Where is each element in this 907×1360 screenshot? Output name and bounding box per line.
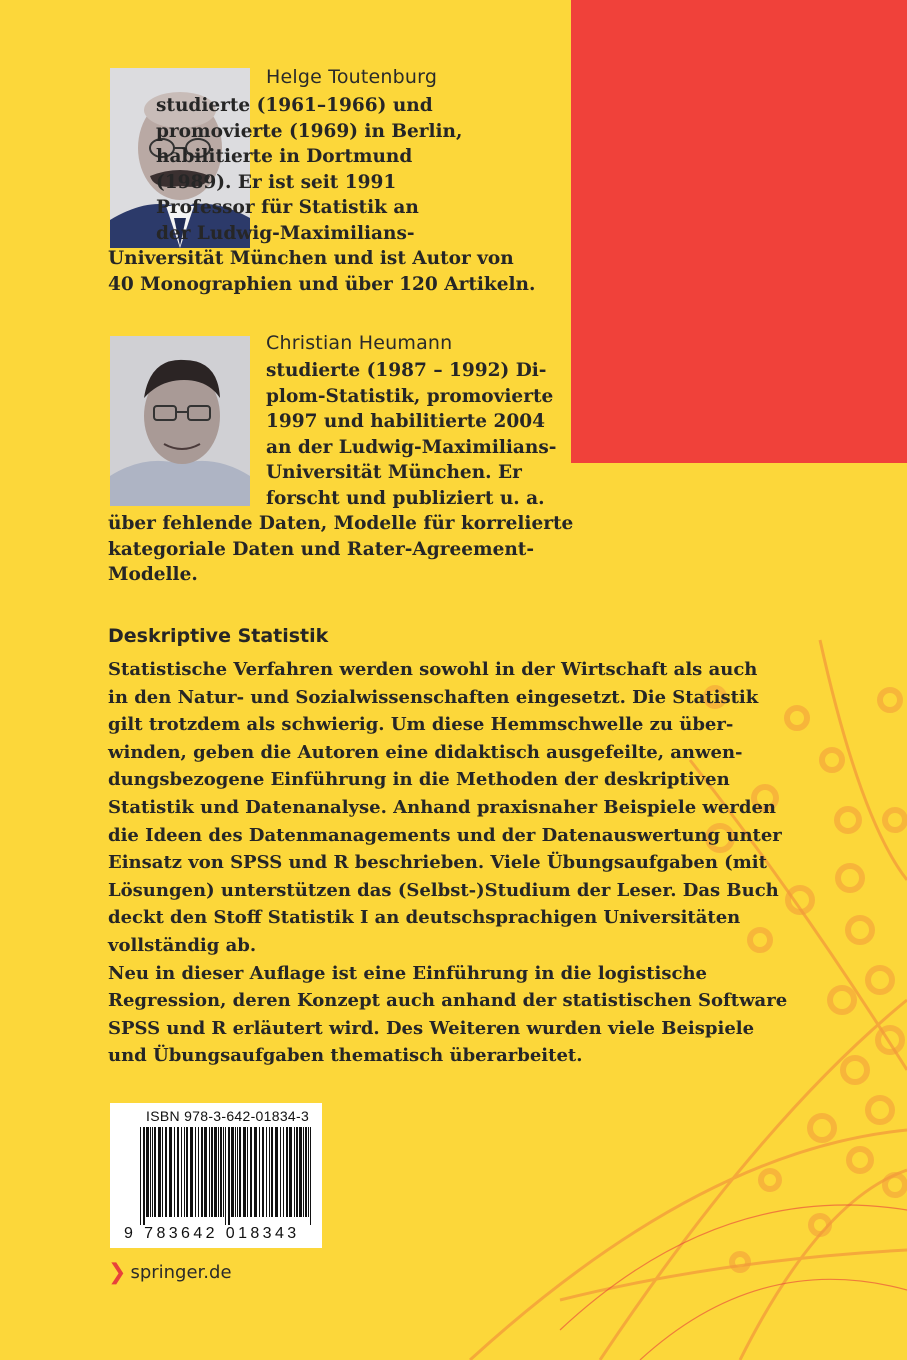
description-line: dungsbezogene Einführung in die Methoden der deskriptiven [108, 769, 730, 791]
author-name: Christian Heumann [266, 332, 453, 354]
barcode-bar [299, 1127, 302, 1217]
barcode-bar [250, 1127, 252, 1217]
bio-line: Professor für Statistik an [156, 197, 419, 218]
barcode-bar [143, 1127, 145, 1225]
barcode-bar [305, 1127, 307, 1217]
barcode-bar [162, 1127, 163, 1217]
barcode-bar [209, 1127, 210, 1217]
barcode-bar [280, 1127, 281, 1217]
bio-line: studierte (1961–1966) und [156, 95, 433, 116]
description-line: vollständig ab. [108, 934, 257, 956]
bio-line: über fehlende Daten, Modelle für korrelierte [108, 513, 574, 534]
barcode-bar [296, 1127, 298, 1217]
barcode-bar [201, 1127, 203, 1217]
barcode-bar [228, 1127, 230, 1225]
barcode-bar [184, 1127, 185, 1217]
description-line: SPSS und R erläutert wird. Des Weiteren wurden viele Beispiele [108, 1017, 755, 1039]
barcode-bar [239, 1127, 241, 1217]
publisher-link[interactable] [108, 1259, 232, 1285]
barcode-bar [218, 1127, 219, 1217]
description-line: deckt den Stoff Statistik I an deutschsprachigen Universitäten [108, 907, 741, 929]
bio-line: habilitierte in Dortmund [156, 146, 413, 167]
chevron-right-icon: ❯ [108, 1259, 127, 1285]
description-line: Statistik und Datenanalyse. Anhand praxisnaher Beispiele werden [108, 796, 776, 818]
barcode-bar [310, 1127, 311, 1225]
description-line: Neu in dieser Auflage ist eine Einführung in die logistische [108, 962, 708, 984]
bio-line: forscht und publiziert u. a. [266, 487, 545, 509]
description-line: die Ideen des Datenmanagements und der Datenauswertung unter [108, 824, 782, 846]
barcode-bar [247, 1127, 248, 1217]
bio-line: plom-Statistik, promovierte [266, 385, 554, 407]
description-line: Lösungen) unterstützen das (Selbst-)Studium der Leser. Das Buch [108, 879, 779, 901]
bio-line: (1989). Er ist seit 1991 [156, 171, 397, 193]
barcode-bar [266, 1127, 267, 1217]
author-bio [0, 358, 573, 588]
barcode-bar [146, 1127, 149, 1217]
barcode-bar [181, 1127, 182, 1217]
barcode-bar [225, 1127, 226, 1225]
barcode-bar [165, 1127, 167, 1217]
barcode-bar [269, 1127, 270, 1217]
barcode-bar [186, 1127, 188, 1217]
bio-line: Universität München und ist Autor von [108, 248, 514, 269]
barcode-bar [235, 1127, 236, 1217]
barcode-bar [275, 1127, 278, 1217]
barcode-bar [190, 1127, 193, 1217]
description-line: und Übungsaufgaben thematisch überarbeitet. [108, 1045, 583, 1067]
barcode-bar [204, 1127, 207, 1217]
ean-digits: 9 783642 018343 [124, 1225, 300, 1242]
bio-line: an der Ludwig-Maximilians- [266, 436, 557, 458]
bio-line: 1997 und habilitierte 2004 [266, 411, 545, 432]
description-line: Regression, deren Konzept auch anhand der statistischen Software [108, 990, 788, 1012]
bio-line: Universität München. Er [266, 462, 522, 483]
description-line: Statistische Verfahren werden sowohl in der Wirtschaft als auch [108, 659, 758, 680]
barcode-bar [283, 1127, 284, 1217]
book-description [108, 656, 788, 1070]
bio-line: studierte (1987 – 1992) Di- [266, 360, 547, 381]
barcode-bar [152, 1127, 153, 1217]
barcode-bar [211, 1127, 213, 1217]
barcode-bar [140, 1127, 141, 1225]
publisher-url: springer.de [130, 1262, 232, 1283]
barcode-bars [140, 1127, 314, 1225]
barcode-bar [286, 1127, 288, 1217]
barcode-bar [303, 1127, 304, 1217]
bio-line: 40 Monographien und über 120 Artikeln. [108, 273, 536, 295]
bio-line: Modelle. [108, 564, 198, 585]
description-line: gilt trotzdem als schwierig. Um diese Hemmschwelle zu über- [108, 714, 734, 736]
author-bio [0, 93, 535, 297]
book-heading: Deskriptive Statistik [108, 625, 329, 647]
barcode-bar [177, 1127, 179, 1217]
barcode-bar [308, 1127, 309, 1217]
barcode-bar [195, 1127, 196, 1217]
barcode-bar [214, 1127, 217, 1217]
barcode-bar [198, 1127, 199, 1217]
red-color-block [571, 0, 907, 463]
barcode-bar [158, 1127, 161, 1217]
barcode-bar [174, 1127, 175, 1217]
author-name: Helge Toutenburg [266, 66, 438, 88]
barcode-bar [243, 1127, 246, 1217]
barcode-bar [294, 1127, 295, 1217]
bio-line: der Ludwig-Maximilians- [156, 222, 415, 244]
barcode-bar [231, 1127, 234, 1217]
barcode-bar [169, 1127, 172, 1217]
barcode-bar [259, 1127, 260, 1217]
barcode-bar [150, 1127, 151, 1217]
description-line: in den Natur- und Sozialwissenschaften eingesetzt. Die Statistik [108, 686, 759, 708]
barcode-bar [271, 1127, 273, 1217]
barcode-bar [289, 1127, 292, 1217]
barcode-bar [223, 1127, 224, 1217]
barcode-bar [254, 1127, 257, 1217]
bio-line: promovierte (1969) in Berlin, [156, 120, 463, 142]
barcode-bar [154, 1127, 156, 1217]
bio-line: kategoriale Daten und Rater-Agreement- [108, 538, 535, 560]
barcode-bar [262, 1127, 264, 1217]
barcode-bar [237, 1127, 238, 1217]
isbn-label: ISBN 978-3-642-01834-3 [146, 1108, 310, 1124]
description-line: winden, geben die Autoren eine didaktisch ausgefeilte, anwen- [108, 741, 743, 763]
description-line: Einsatz von SPSS und R beschrieben. Viele Übungsaufgaben (mit [108, 852, 767, 874]
barcode-bar [220, 1127, 222, 1217]
